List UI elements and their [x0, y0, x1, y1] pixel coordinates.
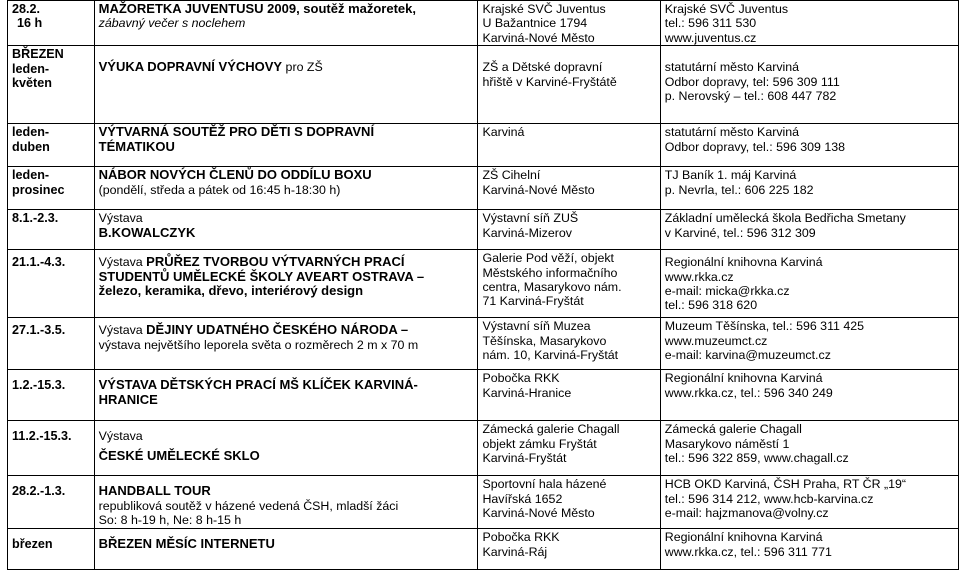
place-line: U Bažantnice 1794 — [482, 16, 588, 31]
table-row — [8, 1, 959, 46]
event-cell — [94, 250, 478, 318]
date-range-text: leden- — [12, 168, 50, 183]
date-range-text: 1.2.-15.3. — [12, 378, 66, 393]
event-cell — [94, 1, 478, 46]
place-line: Karviná-Nové Město — [482, 182, 595, 197]
event-cell — [94, 46, 478, 124]
contact-line: TJ Baník 1. máj Karviná — [664, 168, 797, 183]
date-cell — [8, 250, 95, 318]
contact-line: www.rkka.cz, tel.: 596 311 771 — [664, 544, 832, 559]
contact-link[interactable]: www.rkka.cz — [664, 269, 734, 284]
date-range-text: leden- — [12, 61, 50, 76]
contact-cell — [660, 318, 958, 370]
place-cell — [478, 370, 660, 421]
place-line: Karviná-Ráj — [482, 544, 548, 559]
date-range-text: 28.2.-1.3. — [12, 484, 66, 499]
date-range-text: duben — [12, 139, 50, 154]
contact-line: Regionální knihovna Karviná — [664, 255, 823, 270]
contact-cell — [660, 210, 958, 250]
place-line: Výstavní síň Muzea — [482, 319, 591, 334]
contact-cell — [660, 250, 958, 318]
place-line: Pobočka RKK — [482, 530, 560, 545]
place-line: ZŠ Cihelní — [482, 168, 541, 183]
contact-link[interactable]: www.juventus.cz — [664, 30, 757, 45]
contact-link[interactable]: www.muzeumct.cz — [664, 333, 768, 348]
event-cell — [94, 370, 478, 421]
place-cell — [478, 124, 660, 167]
date-range-text: leden- — [12, 125, 50, 140]
contact-line: tel.: 596 318 620 — [664, 298, 758, 313]
event-subtitle: republiková soutěž v házené vedená ČSH, mladší žáci — [98, 498, 399, 513]
place-cell — [478, 250, 660, 318]
date-range-text: květen — [12, 76, 52, 91]
contact-cell — [660, 46, 958, 124]
place-cell — [478, 210, 660, 250]
table-row — [8, 370, 959, 421]
place-line: Sportovní hala házené — [482, 477, 607, 492]
place-line: Karviná-Nové Město — [482, 30, 595, 45]
event-title: železo, keramika, dřevo, interiérový design — [98, 283, 364, 299]
place-line: nám. 10, Karviná-Fryštát — [482, 348, 619, 363]
date-cell — [8, 529, 95, 570]
table-row — [8, 318, 959, 370]
event-cell — [94, 167, 478, 210]
table-row — [8, 210, 959, 250]
date-cell — [8, 167, 95, 210]
event-prefix: Výstava — [98, 255, 143, 270]
place-line: Karviná-Fryštát — [482, 451, 567, 466]
contact-line: statutární město Karviná — [664, 125, 800, 140]
place-cell — [478, 529, 660, 570]
place-line: Karviná-Nové Město — [482, 506, 595, 521]
contact-line: Regionální knihovna Karviná — [664, 530, 823, 545]
contact-line: Masarykovo náměstí 1 — [664, 436, 790, 451]
table-row — [8, 529, 959, 570]
date-cell — [8, 124, 95, 167]
date-cell — [8, 210, 95, 250]
event-title: B.KOWALCZYK — [98, 224, 196, 240]
event-prefix: Výstava — [98, 323, 143, 338]
date-range-text: 27.1.-3.5. — [12, 323, 66, 338]
event-subtitle: výstava největšího leporela světa o rozměrech 2 m x 70 m — [98, 337, 419, 352]
contact-cell — [660, 476, 958, 529]
contact-line: tel.: 596 311 530 — [664, 16, 757, 31]
event-title: ČESKÉ UMĚLECKÉ SKLO — [98, 447, 260, 463]
event-title: HRANICE — [98, 391, 158, 407]
event-title: MAŽORETKA JUVENTUSU 2009, soutěž mažoretek, — [98, 1, 416, 16]
place-line: Těšínska, Masarykovo — [482, 333, 607, 348]
event-title: STUDENTŮ UMĚLECKÉ ŠKOLY AVEART OSTRAVA – — [98, 268, 425, 284]
contact-line: HCB OKD Karviná, ČSH Praha, RT ČR „19“ — [664, 477, 906, 492]
place-line: objekt zámku Fryštát — [482, 436, 597, 451]
contact-cell — [660, 124, 958, 167]
contact-link[interactable]: tel.: 596 314 212, www.hcb-karvina.cz — [664, 491, 874, 506]
date-text: 28.2. — [12, 2, 41, 16]
event-subtitle: (pondělí, středa a pátek od 16:45 h-18:30 h) — [98, 182, 341, 197]
place-cell — [478, 46, 660, 124]
event-prefix: Výstava — [98, 211, 143, 226]
place-line: Karviná-Mizerov — [482, 225, 572, 240]
place-cell — [478, 1, 660, 46]
table-row — [8, 421, 959, 476]
place-cell — [478, 421, 660, 476]
place-line: Karviná-Hranice — [482, 385, 572, 400]
date-cell — [8, 1, 95, 46]
place-line: centra, Masarykovo nám. — [482, 280, 622, 295]
contact-line: www.rkka.cz, tel.: 596 340 249 — [664, 385, 833, 400]
month-text: březen — [12, 537, 53, 552]
place-cell — [478, 167, 660, 210]
event-subtitle: zábavný večer s noclehem — [98, 16, 246, 31]
contact-cell — [660, 167, 958, 210]
contact-line: Zámecká galerie Chagall — [664, 422, 802, 437]
event-title: VÝTVARNÁ SOUTĚŽ PRO DĚTI S DOPRAVNÍ — [98, 124, 375, 140]
event-schedule-table — [7, 0, 959, 570]
date-cell — [8, 476, 95, 529]
place-line: Městského informačního — [482, 265, 618, 280]
contact-cell — [660, 421, 958, 476]
contact-line: Krajské SVČ Juventus — [664, 2, 789, 16]
place-line: 71 Karviná-Fryštát — [482, 294, 584, 309]
table-row — [8, 46, 959, 124]
contact-line: v Karviné, tel.: 596 312 309 — [664, 225, 816, 240]
event-title: DĚJINY UDATNÉHO ČESKÉHO NÁRODA – — [146, 322, 409, 338]
place-line: Krajské SVČ Juventus — [482, 2, 606, 16]
event-cell — [94, 421, 478, 476]
table-row — [8, 124, 959, 167]
event-title: VÝSTAVA DĚTSKÝCH PRACÍ MŠ KLÍČEK KARVINÁ- — [98, 377, 418, 393]
place-line: Zámecká galerie Chagall — [482, 422, 620, 437]
contact-line: p. Nerovský – tel.: 608 447 782 — [664, 89, 837, 104]
event-cell — [94, 124, 478, 167]
contact-line: p. Nevrla, tel.: 606 225 182 — [664, 182, 814, 197]
place-cell — [478, 318, 660, 370]
contact-email[interactable]: e-mail: karvina@muzeumct.cz — [664, 348, 831, 363]
place-cell — [478, 476, 660, 529]
contact-cell — [660, 370, 958, 421]
place-line: ZŠ a Dětské dopravní — [482, 60, 603, 75]
date-range-text: 8.1.-2.3. — [12, 211, 59, 226]
contact-email[interactable]: e-mail: micka@rkka.cz — [664, 284, 790, 299]
place-line: hřiště v Karviné-Fryštátě — [482, 74, 617, 89]
event-cell — [94, 476, 478, 529]
event-prefix: Výstava — [98, 429, 143, 444]
date-cell — [8, 370, 95, 421]
event-extra: pro ZŠ — [282, 60, 323, 75]
date-cell — [8, 421, 95, 476]
contact-line: tel.: 596 322 859, www.chagall.cz — [664, 451, 849, 466]
event-cell — [94, 529, 478, 570]
place-line: Havířská 1652 — [482, 491, 563, 506]
contact-line: Odbor dopravy, tel.: 596 309 138 — [664, 139, 846, 154]
date-range-text: prosinec — [12, 182, 65, 197]
place-line: Karviná — [482, 125, 525, 140]
place-line: Výstavní síň ZUŠ — [482, 211, 579, 226]
date-range-text: 21.1.-4.3. — [12, 255, 66, 270]
date-cell — [8, 46, 95, 124]
contact-email[interactable]: e-mail: hajzmanova@volny.cz — [664, 506, 829, 521]
table-row — [8, 167, 959, 210]
event-title: NÁBOR NOVÝCH ČLENŮ DO ODDÍLU BOXU — [98, 167, 372, 183]
contact-line: Regionální knihovna Karviná — [664, 371, 823, 386]
contact-line: statutární město Karviná — [664, 60, 800, 75]
event-cell — [94, 210, 478, 250]
event-cell — [94, 318, 478, 370]
contact-line: Základní umělecká škola Bedřicha Smetany — [664, 211, 906, 226]
contact-line: Muzeum Těšínska, tel.: 596 311 425 — [664, 319, 865, 334]
event-title: PRŮŘEZ TVORBOU VÝTVARNÝCH PRACÍ — [146, 254, 405, 270]
time-text: 16 h — [17, 16, 43, 31]
date-cell — [8, 318, 95, 370]
place-line: Galerie Pod věží, objekt — [482, 251, 614, 266]
event-title: VÝUKA DOPRAVNÍ VÝCHOVY — [98, 59, 283, 75]
table-row — [8, 476, 959, 529]
event-title: HANDBALL TOUR — [98, 483, 211, 499]
place-line: Pobočka RKK — [482, 371, 560, 386]
contact-cell — [660, 1, 958, 46]
date-range-text: 11.2.-15.3. — [12, 429, 72, 444]
contact-cell — [660, 529, 958, 570]
contact-line: Odbor dopravy, tel: 596 309 111 — [664, 74, 840, 89]
event-subtitle: So: 8 h-19 h, Ne: 8 h-15 h — [98, 513, 242, 528]
event-title: TÉMATIKOU — [98, 138, 175, 154]
event-title: BŘEZEN MĚSÍC INTERNETU — [98, 536, 275, 552]
month-text: BŘEZEN — [12, 47, 64, 62]
table-row — [8, 250, 959, 318]
